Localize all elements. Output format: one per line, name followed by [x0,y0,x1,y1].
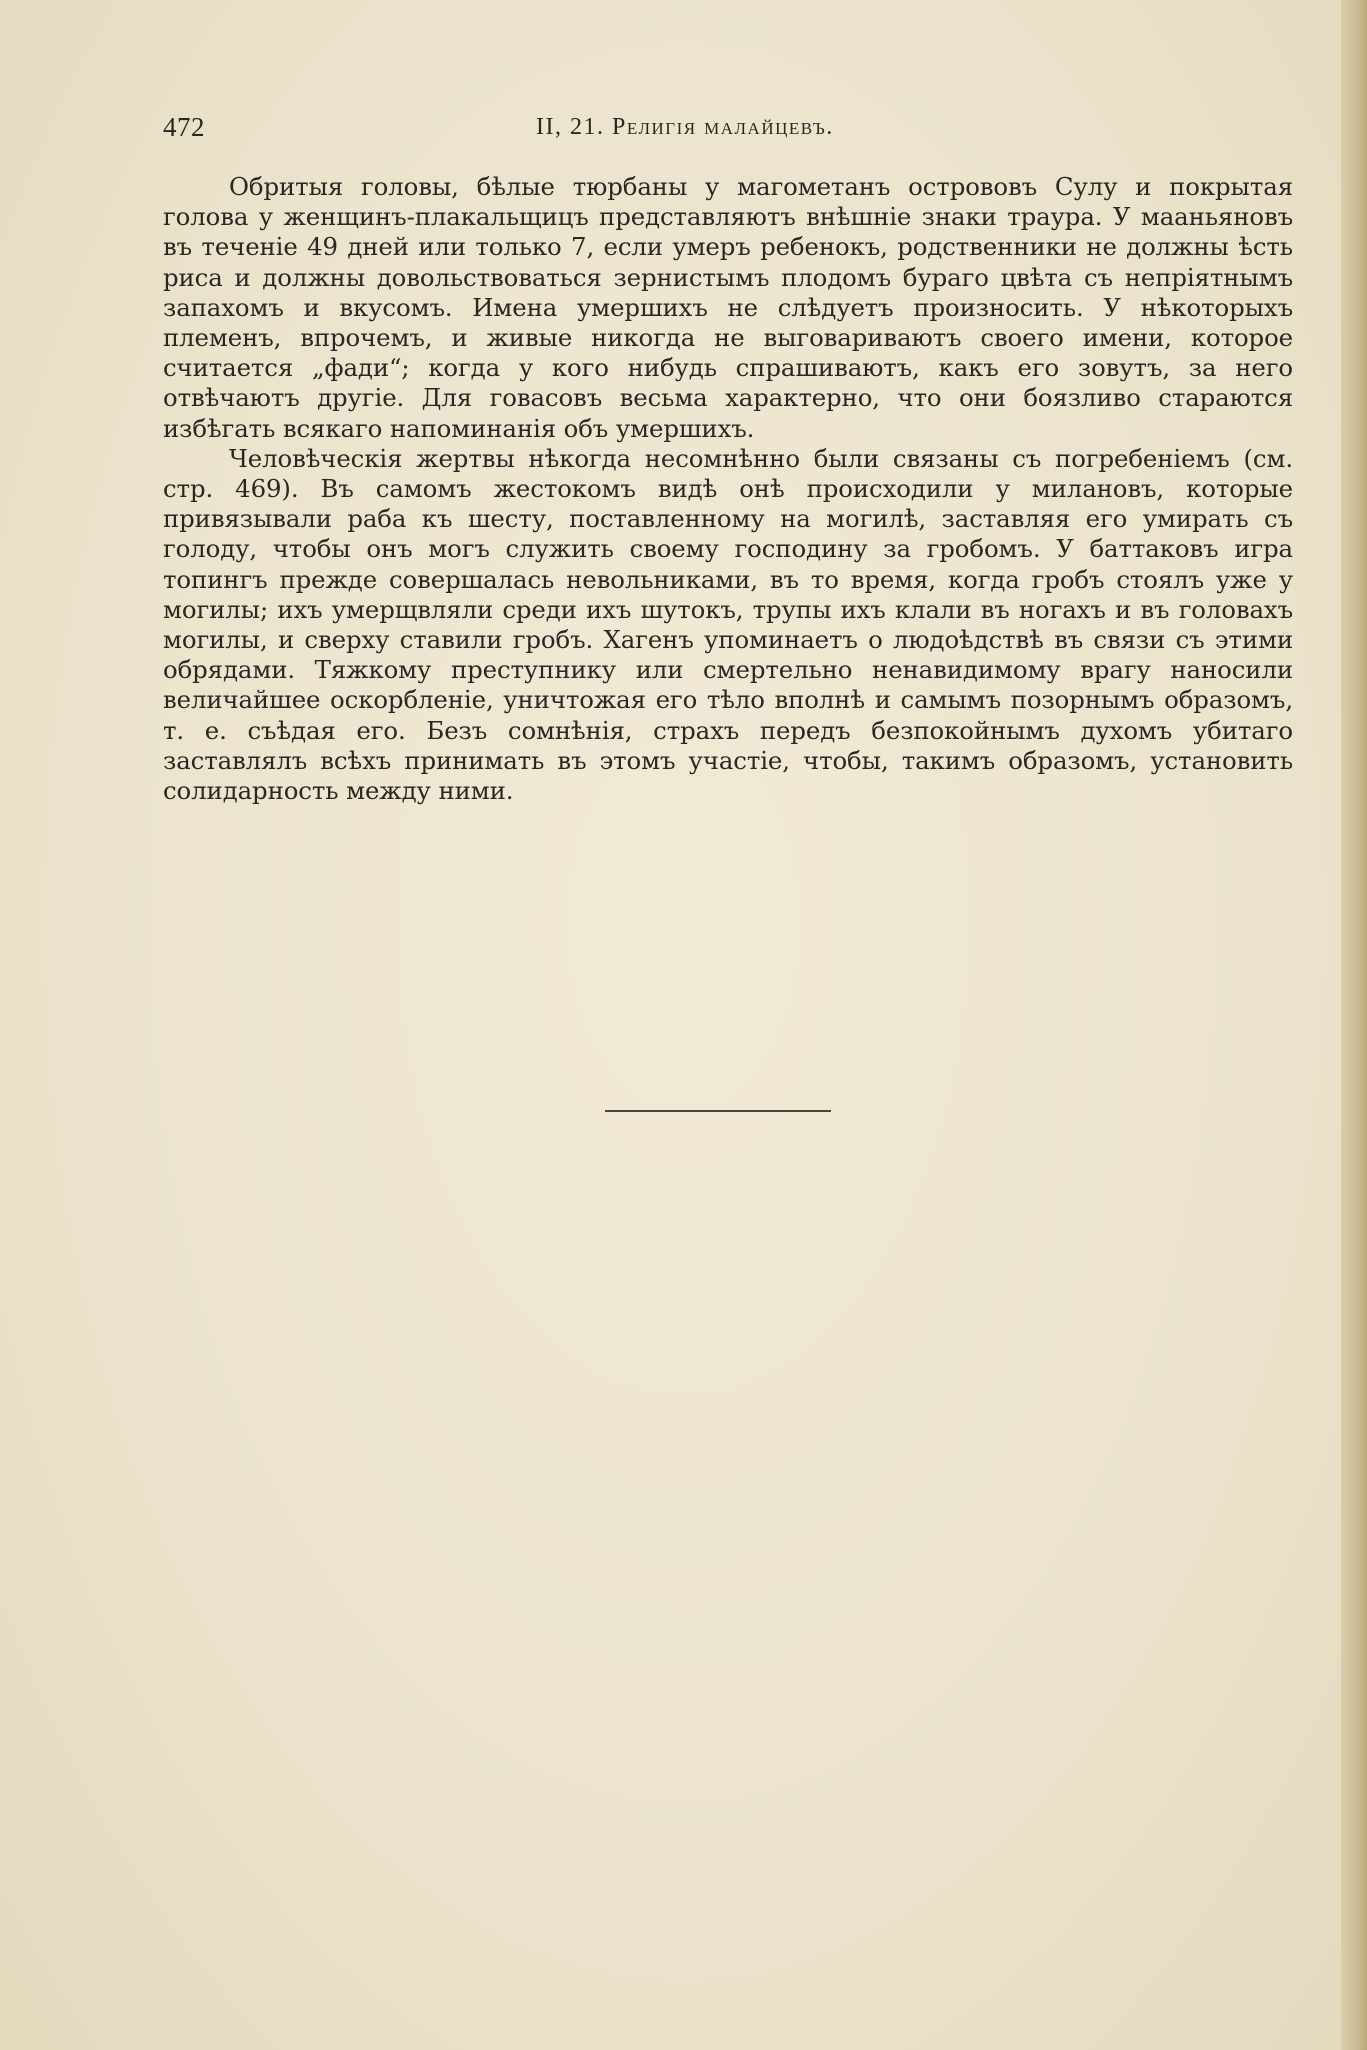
paragraph-human-sacrifice: Человѣческія жертвы нѣкогда несомнѣнно были связаны съ погребеніемъ (см. стр. 469). Въ самомъ жестокомъ видѣ онѣ происходили у милановъ, которые привязывали раба къ шесту, поставленному на могилѣ, заставляя его умирать съ голоду, чтобы онъ могъ служить своему господину за гробомъ. У баттаковъ игра топингъ прежде совершалась невольниками, въ то время, когда гробъ стоялъ уже у могилы; ихъ умерщвляли среди ихъ шутокъ, трупы ихъ клали въ ногахъ и въ головахъ могилы, и сверху ставили гробъ. Хагенъ упоминаетъ о людоѣдствѣ въ связи съ этими обрядами. Тяжкому преступнику или смертельно ненавидимому врагу наносили величайшее оскорбленіе, уничтожая его тѣло вполнѣ и самымъ позорнымъ образомъ, т. е. съѣдая его. Безъ сомнѣнія, страхъ передъ безпокойнымъ духомъ убитаго заставлялъ всѣхъ принимать въ этомъ участіе, чтобы, такимъ образомъ, установить солидарность между ними. [163,443,1293,806]
page-binding-edge [1341,0,1367,2050]
section-end-rule [605,1110,831,1112]
body-text [163,172,1293,806]
page-number: 472 [163,112,205,142]
page-header [163,112,1293,152]
paragraph-mourning: Обритыя головы, бѣлые тюрбаны у магометанъ острововъ Сулу и покрытая голова у женщинъ-плакальщицъ представляютъ внѣшніе знаки траура. У мааньяновъ въ теченіе 49 дней или только 7, если умеръ ребенокъ, родственники не должны ѣсть риса и должны довольствоваться зернистымъ плодомъ бураго цвѣта съ непріятнымъ запахомъ и вкусомъ. Имена умершихъ не слѣдуетъ произносить. У нѣкоторыхъ племенъ, впрочемъ, и живые никогда не выговариваютъ своего имени, которое считается „фади“; когда у кого нибудь спрашиваютъ, какъ его зовутъ, за него отвѣчаютъ другіе. Для говасовъ весьма характерно, что они боязливо стараются избѣгать всякаго напоминанія объ умершихъ. [163,172,1293,443]
running-head: II, 21. Религія малайцевъ. [536,114,834,140]
